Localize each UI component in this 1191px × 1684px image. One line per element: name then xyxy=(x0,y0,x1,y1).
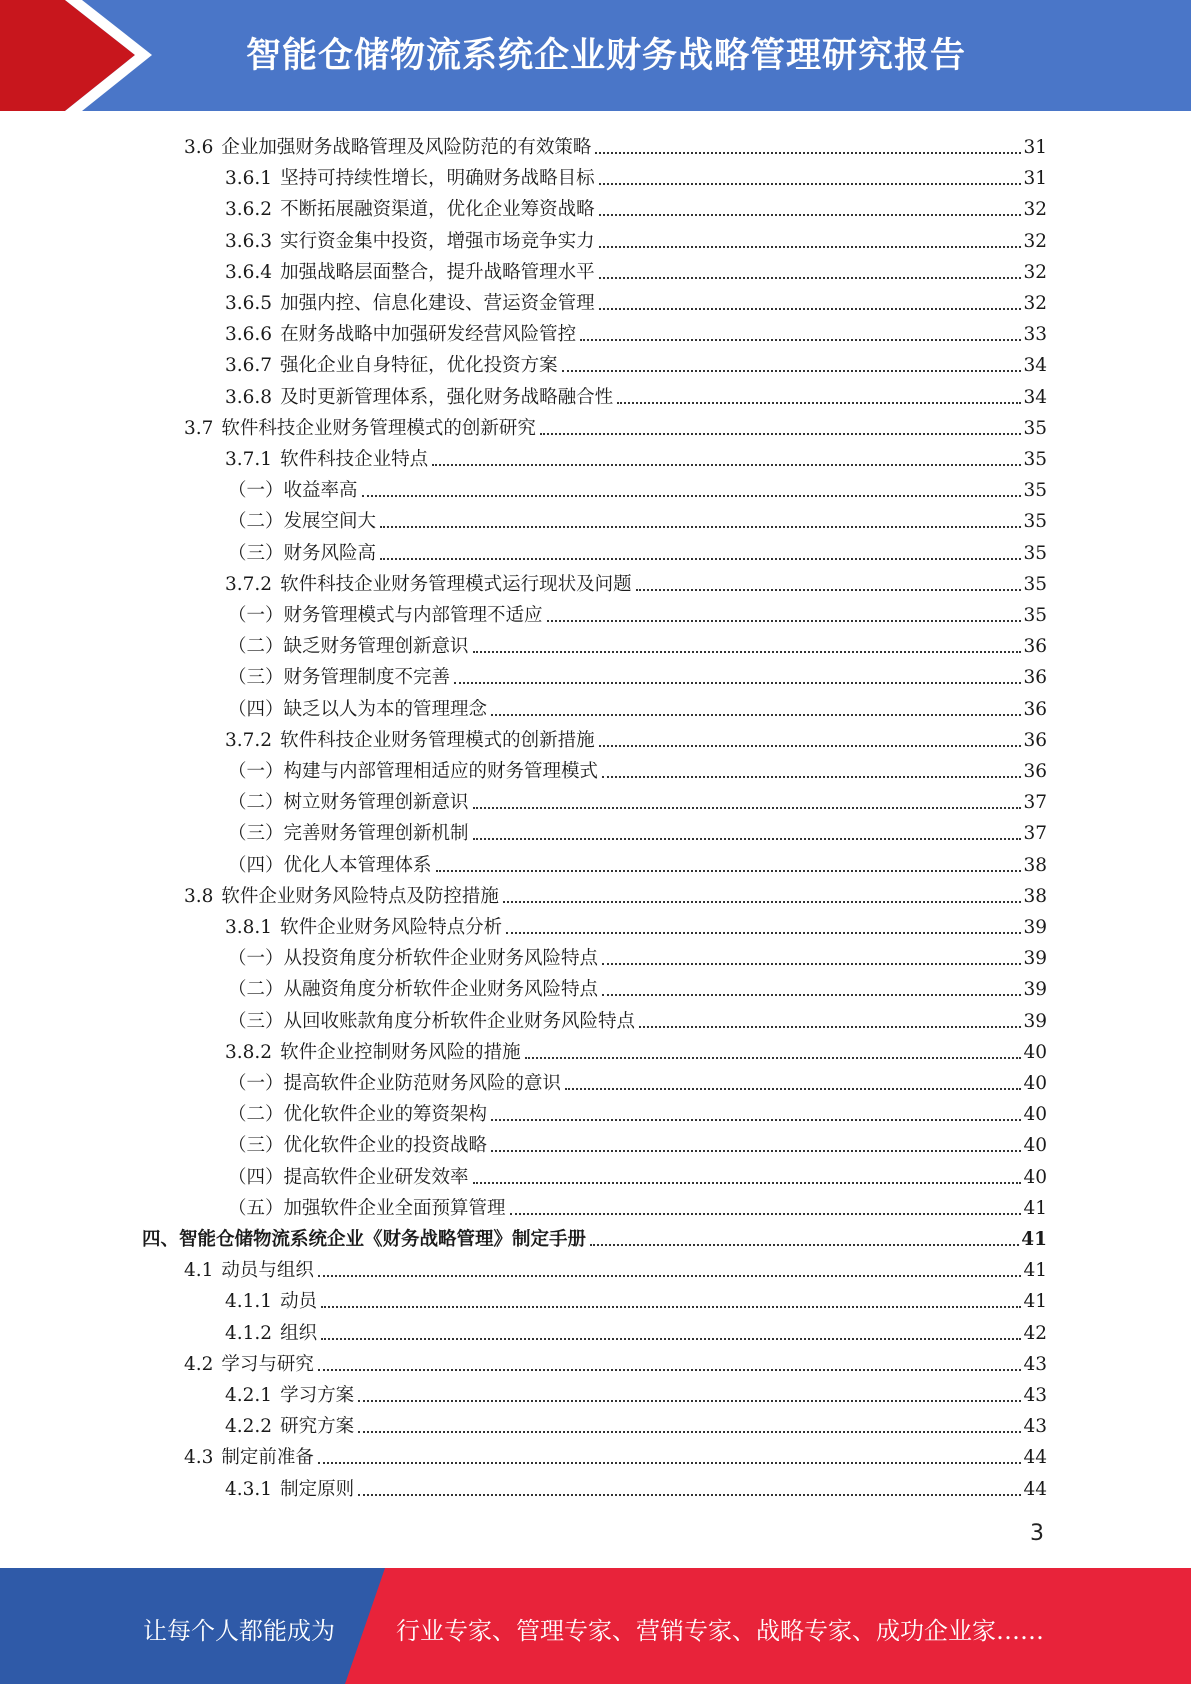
toc-leader-dots xyxy=(318,1368,1022,1371)
toc-entry[interactable] xyxy=(225,159,1047,190)
toc-entry-title: （四）提高软件企业研发效率 xyxy=(228,1166,469,1188)
toc-leader-dots xyxy=(491,1118,1021,1121)
toc-entry-page: 40 xyxy=(1023,1041,1047,1063)
toc-entry-title: （四）缺乏以人为本的管理理念 xyxy=(228,698,488,720)
toc-entry[interactable] xyxy=(225,315,1047,346)
toc-entry-title: （五）加强软件企业全面预算管理 xyxy=(228,1197,506,1219)
toc-entry-number: 3.8.2 xyxy=(225,1041,273,1063)
toc-entry-page: 41 xyxy=(1021,1229,1047,1250)
toc-leader-dots xyxy=(599,182,1022,185)
toc-entry-page: 32 xyxy=(1023,293,1047,314)
toc-entry-page: 43 xyxy=(1023,1385,1047,1406)
toc-entry-title: 及时更新管理体系，强化财务战略融合性 xyxy=(280,386,614,408)
page-footer xyxy=(0,1568,1191,1684)
toc-entry[interactable] xyxy=(228,502,1047,533)
toc-entry-title: 制定前准备 xyxy=(221,1447,314,1469)
toc-leader-dots xyxy=(358,1430,1021,1433)
toc-leader-dots xyxy=(358,1493,1021,1496)
toc-entry-title: 软件企业财务风险特点及防控措施 xyxy=(221,885,499,907)
toc-entry-title: 研究方案 xyxy=(280,1416,355,1438)
toc-entry[interactable] xyxy=(225,346,1047,377)
toc-entry[interactable] xyxy=(184,1438,1047,1469)
toc-entry-number: 3.6.8 xyxy=(225,386,273,408)
toc-leader-dots xyxy=(639,1025,1021,1028)
toc-entry-title: （三）优化软件企业的投资战略 xyxy=(228,1135,488,1157)
toc-entry-title: 学习与研究 xyxy=(221,1353,314,1375)
footer-slogan-left: 让每个人都能成为 xyxy=(143,1617,335,1645)
toc-entry-page: 43 xyxy=(1023,1353,1047,1375)
toc-entry-number: 3.7.2 xyxy=(225,573,273,595)
toc-entry-page: 35 xyxy=(1023,449,1047,470)
toc-leader-dots xyxy=(580,338,1021,341)
toc-entry-title: 四、智能仓储物流系统企业《财务战略管理》制定手册 xyxy=(142,1229,587,1250)
toc-entry-title: 制定原则 xyxy=(280,1478,355,1500)
toc-entry-title: 实行资金集中投资，增强市场竞争实力 xyxy=(280,230,595,252)
toc-entry-number: 3.6 xyxy=(184,137,214,158)
toc-entry-title: 强化企业自身特征，优化投资方案 xyxy=(280,355,558,377)
toc-entry-title: 不断拓展融资渠道，优化企业筹资战略 xyxy=(280,199,595,221)
toc-entry-page: 40 xyxy=(1023,1073,1047,1094)
toc-entry-title: 组织 xyxy=(280,1322,318,1344)
toc-entry-number: 3.8 xyxy=(184,885,214,907)
toc-leader-dots xyxy=(503,900,1022,903)
toc-entry-page: 37 xyxy=(1023,823,1047,845)
toc-entry-title: 软件企业财务风险特点分析 xyxy=(280,917,503,938)
toc-entry-page: 32 xyxy=(1023,199,1047,221)
toc-entry-number: 4.2.1 xyxy=(225,1385,273,1406)
toc-entry-page: 36 xyxy=(1023,636,1047,658)
toc-entry[interactable] xyxy=(225,253,1047,284)
toc-leader-dots xyxy=(602,993,1021,996)
toc-entry-title: （三）从回收账款角度分析软件企业财务风险特点 xyxy=(228,1010,636,1032)
toc-entry[interactable] xyxy=(225,440,1047,471)
toc-leader-dots xyxy=(321,1305,1021,1308)
toc-entry-number: 3.8.1 xyxy=(225,917,273,938)
toc-entry-page: 35 xyxy=(1023,417,1047,439)
toc-leader-dots xyxy=(473,650,1022,653)
toc-entry-number: 3.6.1 xyxy=(225,168,273,190)
toc-leader-dots xyxy=(595,151,1021,154)
toc-entry-page: 40 xyxy=(1023,1104,1047,1126)
toc-entry-number: 3.6.3 xyxy=(225,230,273,252)
toc-entry-page: 41 xyxy=(1023,1291,1047,1313)
toc-entry-page: 32 xyxy=(1023,230,1047,252)
toc-entry[interactable] xyxy=(184,1251,1047,1282)
toc-entry[interactable] xyxy=(184,1345,1047,1376)
toc-entry-page: 44 xyxy=(1023,1478,1047,1500)
toc-leader-dots xyxy=(454,681,1021,684)
toc-leader-dots xyxy=(599,213,1022,216)
toc-entry-number: 4.1.2 xyxy=(225,1322,273,1344)
toc-entry-title: 加强战略层面整合，提升战略管理水平 xyxy=(280,261,595,283)
toc-leader-dots xyxy=(599,245,1022,248)
toc-entry-page: 35 xyxy=(1023,511,1047,533)
toc-entry[interactable] xyxy=(225,284,1047,315)
toc-entry-title: （三）财务风险高 xyxy=(228,542,377,564)
report-title: 智能仓储物流系统企业财务战略管理研究报告 xyxy=(246,36,967,76)
toc-entry[interactable] xyxy=(228,627,1047,658)
toc-leader-dots xyxy=(473,837,1022,840)
toc-entry[interactable] xyxy=(225,908,1047,939)
toc-entry-page: 41 xyxy=(1023,1260,1047,1282)
toc-entry-title: （一）提高软件企业防范财务风险的意识 xyxy=(228,1073,562,1094)
toc-leader-dots xyxy=(510,1212,1022,1215)
toc-entry-title: 坚持可持续性增长，明确财务战略目标 xyxy=(280,168,595,190)
toc-entry-number: 4.1.1 xyxy=(225,1291,273,1313)
toc-entry[interactable] xyxy=(184,128,1047,159)
toc-entry-page: 39 xyxy=(1023,948,1047,970)
toc-leader-dots xyxy=(491,713,1021,716)
toc-leader-dots xyxy=(318,1274,1022,1277)
toc-entry[interactable] xyxy=(142,1220,1047,1251)
toc-leader-dots xyxy=(362,494,1022,497)
toc-leader-dots xyxy=(617,401,1021,404)
toc-entry-title: 学习方案 xyxy=(280,1385,355,1406)
toc-entry-page: 39 xyxy=(1023,1010,1047,1032)
toc-entry-page: 34 xyxy=(1023,355,1047,377)
toc-entry-page: 38 xyxy=(1023,885,1047,907)
toc-entry-page: 35 xyxy=(1023,480,1047,502)
toc-leader-dots xyxy=(432,463,1021,466)
toc-entry[interactable] xyxy=(228,690,1047,721)
toc-entry-title: 企业加强财务战略管理及风险防范的有效策略 xyxy=(221,137,592,158)
toc-leader-dots xyxy=(380,557,1021,560)
toc-entry-title: （一）财务管理模式与内部管理不适应 xyxy=(228,605,543,626)
toc-entry-title: （三）完善财务管理创新机制 xyxy=(228,823,469,845)
toc-leader-dots xyxy=(473,806,1022,809)
toc-entry-title: 软件科技企业特点 xyxy=(280,449,429,470)
toc-leader-dots xyxy=(358,1399,1021,1402)
toc-entry[interactable] xyxy=(225,1033,1047,1064)
toc-entry[interactable] xyxy=(228,1158,1047,1189)
toc-entry-page: 37 xyxy=(1023,792,1047,814)
toc-leader-dots xyxy=(602,775,1021,778)
toc-entry-number: 4.2.2 xyxy=(225,1416,273,1438)
toc-entry-title: （二）树立财务管理创新意识 xyxy=(228,792,469,814)
toc-entry[interactable] xyxy=(228,1095,1047,1126)
toc-leader-dots xyxy=(436,869,1022,872)
toc-entry-number: 3.6.7 xyxy=(225,355,273,377)
toc-entry-page: 34 xyxy=(1023,386,1047,408)
toc-entry[interactable] xyxy=(228,846,1047,877)
toc-entry[interactable] xyxy=(225,190,1047,221)
toc-entry-title: （三）财务管理制度不完善 xyxy=(228,667,451,689)
toc-entry[interactable] xyxy=(228,596,1047,627)
toc-entry[interactable] xyxy=(228,534,1047,565)
toc-entry-number: 4.2 xyxy=(184,1353,214,1375)
toc-entry-title: 软件科技企业财务管理模式的创新研究 xyxy=(221,417,536,439)
toc-entry-title: 软件科技企业财务管理模式的创新措施 xyxy=(280,729,595,751)
toc-leader-dots xyxy=(565,1087,1021,1090)
toc-entry-page: 40 xyxy=(1023,1135,1047,1157)
toc-entry[interactable] xyxy=(228,970,1047,1001)
toc-entry-page: 44 xyxy=(1023,1447,1047,1469)
toc-entry-title: （二）从融资角度分析软件企业财务风险特点 xyxy=(228,979,599,1001)
toc-entry-title: （二）发展空间大 xyxy=(228,511,377,533)
toc-entry-page: 42 xyxy=(1023,1322,1047,1344)
toc-entry-number: 4.1 xyxy=(184,1260,214,1282)
toc-leader-dots xyxy=(562,369,1022,372)
toc-leader-dots xyxy=(540,432,1022,435)
toc-entry[interactable] xyxy=(228,1189,1047,1220)
toc-leader-dots xyxy=(318,1461,1022,1464)
toc-entry-title: 动员 xyxy=(280,1291,318,1313)
toc-entry-title: 软件企业控制财务风险的措施 xyxy=(280,1041,521,1063)
toc-entry[interactable] xyxy=(228,658,1047,689)
toc-entry-page: 36 xyxy=(1023,698,1047,720)
toc-entry[interactable] xyxy=(225,222,1047,253)
toc-entry-title: （二）缺乏财务管理创新意识 xyxy=(228,636,469,658)
toc-entry-number: 3.6.2 xyxy=(225,199,273,221)
toc-leader-dots xyxy=(599,744,1022,747)
toc-entry-page: 36 xyxy=(1023,761,1047,782)
toc-entry[interactable] xyxy=(228,1002,1047,1033)
toc-entry-number: 3.7.2 xyxy=(225,729,273,751)
toc-entry[interactable] xyxy=(184,877,1047,908)
toc-entry-page: 31 xyxy=(1023,137,1047,158)
toc-entry[interactable] xyxy=(228,1064,1047,1095)
toc-entry-title: 在财务战略中加强研发经营风险管控 xyxy=(280,324,577,346)
toc-entry-number: 3.6.5 xyxy=(225,293,273,314)
toc-leader-dots xyxy=(636,588,1022,591)
toc-entry[interactable] xyxy=(225,565,1047,596)
toc-leader-dots xyxy=(491,1149,1021,1152)
toc-entry-page: 38 xyxy=(1023,854,1047,876)
toc-entry-page: 32 xyxy=(1023,261,1047,283)
toc-leader-dots xyxy=(473,1181,1022,1184)
toc-entry-page: 41 xyxy=(1023,1197,1047,1219)
toc-leader-dots xyxy=(590,1243,1019,1246)
toc-leader-dots xyxy=(321,1337,1021,1340)
toc-entry-page: 40 xyxy=(1023,1166,1047,1188)
toc-entry-number: 3.6.4 xyxy=(225,261,273,283)
toc-entry-title: （一）从投资角度分析软件企业财务风险特点 xyxy=(228,948,599,970)
toc-entry-number: 4.3 xyxy=(184,1447,214,1469)
toc-entry[interactable] xyxy=(228,939,1047,970)
toc-entry[interactable] xyxy=(228,783,1047,814)
toc-entry[interactable] xyxy=(225,378,1047,409)
toc-leader-dots xyxy=(380,525,1021,528)
toc-leader-dots xyxy=(602,962,1021,965)
toc-entry-page: 36 xyxy=(1023,729,1047,751)
toc-entry[interactable] xyxy=(225,1407,1047,1438)
toc-leader-dots xyxy=(525,1056,1022,1059)
footer-slogan-right: 行业专家、管理专家、营销专家、战略专家、成功企业家…… xyxy=(396,1617,1044,1645)
toc-entry[interactable] xyxy=(228,1126,1047,1157)
toc-leader-dots xyxy=(599,276,1022,279)
toc-entry[interactable] xyxy=(184,409,1047,440)
toc-entry-number: 3.6.6 xyxy=(225,324,273,346)
toc-entry[interactable] xyxy=(225,1314,1047,1345)
toc-entry-page: 35 xyxy=(1023,542,1047,564)
toc-entry-title: （二）优化软件企业的筹资架构 xyxy=(228,1104,488,1126)
toc-entry-number: 3.7.1 xyxy=(225,449,273,470)
toc-entry-page: 35 xyxy=(1023,605,1047,626)
toc-entry-page: 36 xyxy=(1023,667,1047,689)
toc-entry[interactable] xyxy=(228,752,1047,783)
toc-leader-dots xyxy=(547,619,1022,622)
toc-entry[interactable] xyxy=(225,1376,1047,1407)
toc-entry[interactable] xyxy=(228,814,1047,845)
toc-entry[interactable] xyxy=(228,471,1047,502)
toc-entry-title: 加强内控、信息化建设、营运资金管理 xyxy=(280,293,595,314)
toc-entry[interactable] xyxy=(225,1470,1047,1501)
page-header xyxy=(0,0,1191,111)
toc-leader-dots xyxy=(506,931,1021,934)
toc-entry-page: 33 xyxy=(1023,324,1047,346)
toc-entry-page: 39 xyxy=(1023,917,1047,938)
toc-entry-page: 35 xyxy=(1023,573,1047,595)
toc-entry-number: 3.7 xyxy=(184,417,214,439)
toc-entry-page: 39 xyxy=(1023,979,1047,1001)
toc-leader-dots xyxy=(599,307,1022,310)
toc-entry-title: 动员与组织 xyxy=(221,1260,314,1282)
toc-entry-title: 软件科技企业财务管理模式运行现状及问题 xyxy=(280,573,632,595)
toc-entry-title: （一）收益率高 xyxy=(228,480,358,502)
toc-entry-page: 43 xyxy=(1023,1416,1047,1438)
toc-entry[interactable] xyxy=(225,1282,1047,1313)
toc-entry-page: 31 xyxy=(1023,168,1047,190)
toc-entry[interactable] xyxy=(225,721,1047,752)
toc-entry-title: （一）构建与内部管理相适应的财务管理模式 xyxy=(228,761,599,782)
toc-entry-number: 4.3.1 xyxy=(225,1478,273,1500)
chevron-decoration xyxy=(0,0,160,111)
toc-entry-title: （四）优化人本管理体系 xyxy=(228,854,432,876)
page-number: 3 xyxy=(1030,1521,1044,1546)
